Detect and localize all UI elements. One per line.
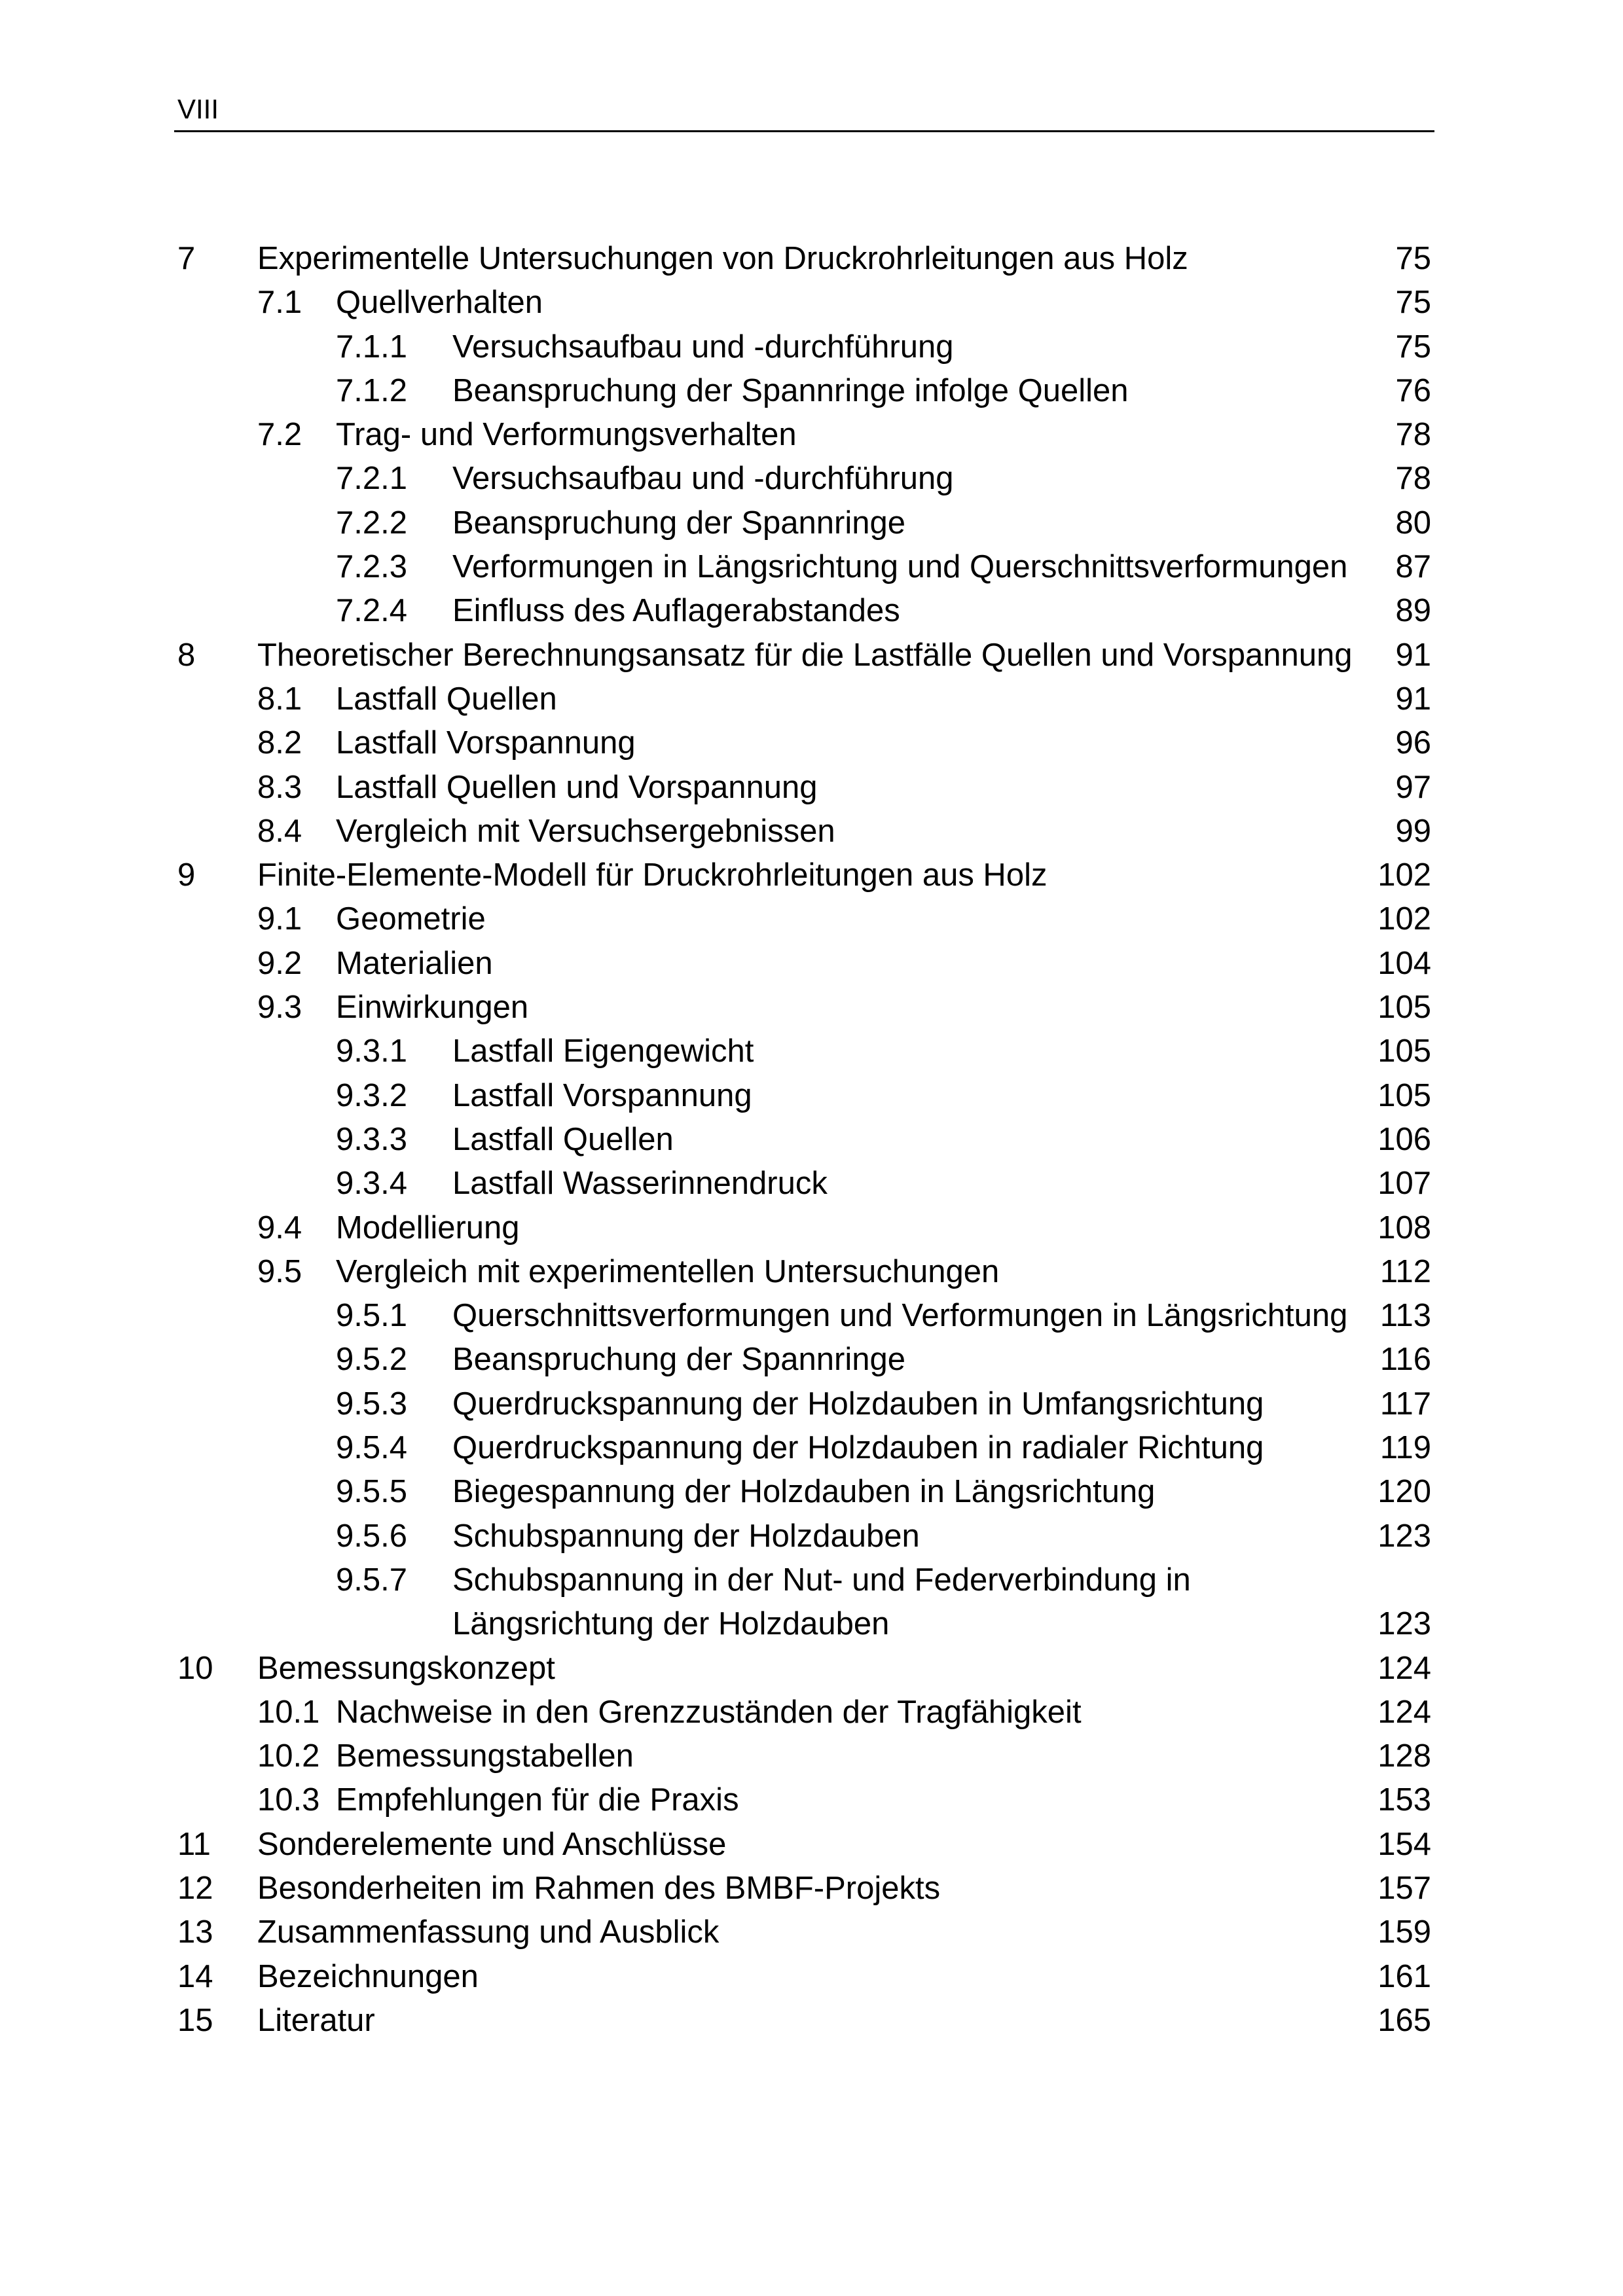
toc-entry-page: 75 [1395, 285, 1431, 321]
toc-entry [0, 897, 1623, 941]
toc-entry-number: 9.3.1 [336, 1033, 407, 1069]
toc-entry [0, 457, 1623, 501]
toc-entry-page: 106 [1377, 1121, 1431, 1157]
toc-entry-page: 124 [1377, 1694, 1431, 1730]
toc-entry [0, 1691, 1623, 1734]
toc-entry-title: Längsrichtung der Holzdauben [452, 1606, 890, 1642]
toc-entry-number: 9.1 [257, 901, 302, 937]
toc-entry-page: 91 [1395, 637, 1431, 673]
toc-entry-page: 80 [1395, 505, 1431, 541]
toc-entry [0, 1162, 1623, 1206]
toc-entry [0, 1426, 1623, 1470]
toc-entry-page: 91 [1395, 681, 1431, 717]
toc-entry-number: 8.4 [257, 813, 302, 849]
toc-entry-page: 75 [1395, 329, 1431, 365]
toc-entry-title: Bemessungstabellen [336, 1738, 634, 1774]
toc-entry-title: Zusammenfassung und Ausblick [257, 1914, 720, 1950]
toc-entry-number: 15 [177, 2002, 213, 2038]
toc-entry [0, 1294, 1623, 1338]
toc-entry-number: 8.3 [257, 769, 302, 805]
toc-entry-title: Versuchsaufbau und -durchführung [452, 329, 954, 365]
toc-entry [0, 1338, 1623, 1382]
toc-entry-title: Lastfall Quellen und Vorspannung [336, 769, 818, 805]
toc-entry [0, 1515, 1623, 1558]
toc-entry-title: Einfluss des Auflagerabstandes [452, 593, 900, 629]
toc-entry-number: 11 [177, 1826, 211, 1862]
toc-entry-number: 7.2.3 [336, 549, 407, 585]
toc-entry [0, 1734, 1623, 1778]
toc-entry-number: 7.2.1 [336, 461, 407, 497]
toc-entry [0, 545, 1623, 589]
toc-entry [0, 1250, 1623, 1294]
toc-entry-title: Querschnittsverformungen und Verformungen in Längsrichtung [452, 1298, 1348, 1334]
toc-entry-page: 105 [1377, 1077, 1431, 1113]
toc-entry-title: Quellverhalten [336, 285, 543, 321]
toc-entry [0, 413, 1623, 457]
toc-entry-title: Geometrie [336, 901, 486, 937]
toc-entry-number: 7.2.2 [336, 505, 407, 541]
toc-entry [0, 1999, 1623, 2043]
toc-entry-title: Empfehlungen für die Praxis [336, 1782, 739, 1818]
toc-entry [0, 721, 1623, 765]
toc-entry [0, 942, 1623, 986]
toc-entry-number: 9.5.4 [336, 1430, 407, 1466]
toc-entry-number: 9.5.6 [336, 1518, 407, 1554]
toc-entry-title: Trag- und Verformungsverhalten [336, 417, 797, 453]
toc-entry-title: Versuchsaufbau und -durchführung [452, 461, 954, 497]
toc-entry-title: Schubspannung der Holzdauben [452, 1518, 920, 1554]
toc-entry-number: 10.2 [257, 1738, 320, 1774]
toc-entry-number: 9.3 [257, 990, 302, 1026]
toc-entry [0, 677, 1623, 721]
toc-entry [0, 1602, 1623, 1646]
toc-entry-title: Biegespannung der Holzdauben in Längsrichtung [452, 1474, 1156, 1510]
toc-entry [0, 589, 1623, 633]
toc-entry-page: 165 [1377, 2002, 1431, 2038]
toc-entry-page: 96 [1395, 725, 1431, 761]
toc-entry-number: 9.5.2 [336, 1342, 407, 1378]
toc-entry-page: 108 [1377, 1210, 1431, 1246]
toc-entry [0, 1910, 1623, 1954]
toc-entry-title: Beanspruchung der Spannringe [452, 1342, 905, 1378]
toc-entry-title: Bezeichnungen [257, 1958, 479, 1994]
toc-entry [0, 1382, 1623, 1426]
toc-entry [0, 1074, 1623, 1118]
toc-entry-page: 102 [1377, 857, 1431, 893]
toc-entry-title: Lastfall Wasserinnendruck [452, 1166, 828, 1202]
toc-entry-title: Nachweise in den Grenzzuständen der Tragfähigkeit [336, 1694, 1082, 1730]
toc-entry-number: 10.1 [257, 1694, 320, 1730]
toc-entry-number: 9.4 [257, 1210, 302, 1246]
toc-entry-page: 123 [1377, 1606, 1431, 1642]
toc-entry-title: Experimentelle Untersuchungen von Druckrohrleitungen aus Holz [257, 241, 1188, 276]
toc-entry-page: 107 [1377, 1166, 1431, 1202]
toc-entry-title: Theoretischer Berechnungsansatz für die Lastfälle Quellen und Vorspannung [257, 637, 1353, 673]
toc-entry-title: Vergleich mit experimentellen Untersuchungen [336, 1253, 1000, 1289]
toc-entry-title: Materialien [336, 945, 493, 981]
toc-entry-page: 154 [1377, 1826, 1431, 1862]
toc-entry [0, 1470, 1623, 1514]
toc-entry [0, 1206, 1623, 1250]
toc-entry [0, 369, 1623, 413]
toc-entry-number: 12 [177, 1870, 213, 1906]
toc-entry-number: 7.1.2 [336, 372, 407, 408]
toc-entry [0, 501, 1623, 545]
toc-entry-number: 7 [177, 241, 196, 276]
toc-entry-title: Lastfall Quellen [452, 1121, 674, 1157]
toc-entry-page: 157 [1377, 1870, 1431, 1906]
toc-entry-page: 78 [1395, 417, 1431, 453]
toc-entry [0, 766, 1623, 810]
toc-entry-page: 102 [1377, 901, 1431, 937]
toc-entry [0, 1558, 1623, 1602]
toc-entry-page: 75 [1395, 241, 1431, 276]
toc-entry-number: 9.3.3 [336, 1121, 407, 1157]
toc-entry-page: 104 [1377, 945, 1431, 981]
toc-entry-page: 99 [1395, 813, 1431, 849]
toc-entry [0, 1823, 1623, 1867]
toc-entry-title: Vergleich mit Versuchsergebnissen [336, 813, 835, 849]
toc-entry-page: 105 [1377, 1033, 1431, 1069]
toc-entry-title: Finite-Elemente-Modell für Druckrohrleitungen aus Holz [257, 857, 1048, 893]
toc-entry-page: 105 [1377, 990, 1431, 1026]
toc-entry-title: Literatur [257, 2002, 375, 2038]
toc-entry-number: 14 [177, 1958, 213, 1994]
toc-entry-number: 7.2.4 [336, 593, 407, 629]
page-number-roman: VIII [177, 94, 219, 124]
toc-entry [0, 853, 1623, 897]
toc-entry-title: Querdruckspannung der Holzdauben in radialer Richtung [452, 1430, 1264, 1466]
toc-entry-number: 9.5 [257, 1253, 302, 1289]
toc-entry [0, 237, 1623, 281]
toc-entry-number: 9.5.5 [336, 1474, 407, 1510]
toc-entry-page: 87 [1395, 549, 1431, 585]
toc-entry-page: 119 [1379, 1430, 1431, 1466]
toc-entry-number: 9.5.7 [336, 1562, 407, 1598]
toc-entry-page: 117 [1379, 1386, 1431, 1422]
toc-entry-page: 97 [1395, 769, 1431, 805]
toc-entry-page: 153 [1377, 1782, 1431, 1818]
toc-entry [0, 810, 1623, 853]
toc-entry-number: 9 [177, 857, 196, 893]
toc-entry-number: 9.5.1 [336, 1298, 407, 1334]
toc-entry [0, 1955, 1623, 1999]
table-of-contents [0, 237, 1623, 2043]
toc-entry-page: 161 [1377, 1958, 1431, 1994]
toc-entry-page: 124 [1377, 1650, 1431, 1686]
toc-entry-number: 10.3 [257, 1782, 320, 1818]
toc-entry-page: 89 [1395, 593, 1431, 629]
toc-entry [0, 1867, 1623, 1910]
toc-entry [0, 986, 1623, 1030]
toc-entry-page: 78 [1395, 461, 1431, 497]
toc-entry-number: 8.1 [257, 681, 302, 717]
toc-entry-number: 8 [177, 637, 196, 673]
toc-entry-number: 9.2 [257, 945, 302, 981]
toc-entry-title: Verformungen in Längsrichtung und Querschnittsverformungen [452, 549, 1348, 585]
toc-entry-page: 112 [1379, 1253, 1431, 1289]
toc-entry [0, 1030, 1623, 1073]
toc-entry-number: 7.2 [257, 417, 302, 453]
header-rule [174, 130, 1434, 132]
toc-entry [0, 325, 1623, 369]
toc-entry-page: 123 [1377, 1518, 1431, 1554]
toc-entry-title: Lastfall Vorspannung [452, 1077, 752, 1113]
toc-entry-title: Modellierung [336, 1210, 520, 1246]
toc-entry-title: Lastfall Vorspannung [336, 725, 636, 761]
toc-entry-page: 128 [1377, 1738, 1431, 1774]
toc-entry [0, 1118, 1623, 1162]
toc-entry [0, 634, 1623, 677]
toc-entry-title: Schubspannung in der Nut- und Federverbindung in [452, 1562, 1191, 1598]
toc-entry-number: 9.3.2 [336, 1077, 407, 1113]
toc-entry-number: 8.2 [257, 725, 302, 761]
toc-entry-page: 76 [1395, 372, 1431, 408]
toc-entry-page: 113 [1379, 1298, 1431, 1334]
toc-entry-number: 7.1.1 [336, 329, 407, 365]
toc-entry [0, 1778, 1623, 1822]
toc-entry-title: Querdruckspannung der Holzdauben in Umfangsrichtung [452, 1386, 1264, 1422]
toc-entry-number: 7.1 [257, 285, 302, 321]
toc-entry-title: Lastfall Quellen [336, 681, 557, 717]
toc-entry-number: 10 [177, 1650, 213, 1686]
toc-entry-title: Bemessungskonzept [257, 1650, 555, 1686]
toc-entry-page: 120 [1377, 1474, 1431, 1510]
toc-entry-title: Beanspruchung der Spannringe infolge Quellen [452, 372, 1129, 408]
toc-entry-title: Einwirkungen [336, 990, 529, 1026]
toc-entry-page: 159 [1377, 1914, 1431, 1950]
toc-entry-page: 116 [1379, 1342, 1431, 1378]
toc-entry-title: Sonderelemente und Anschlüsse [257, 1826, 727, 1862]
toc-entry [0, 281, 1623, 325]
toc-entry-title: Lastfall Eigengewicht [452, 1033, 754, 1069]
toc-entry-title: Besonderheiten im Rahmen des BMBF-Projekts [257, 1870, 941, 1906]
toc-entry-title: Beanspruchung der Spannringe [452, 505, 905, 541]
toc-entry-number: 9.5.3 [336, 1386, 407, 1422]
toc-entry [0, 1647, 1623, 1691]
toc-entry-number: 13 [177, 1914, 213, 1950]
toc-entry-number: 9.3.4 [336, 1166, 407, 1202]
